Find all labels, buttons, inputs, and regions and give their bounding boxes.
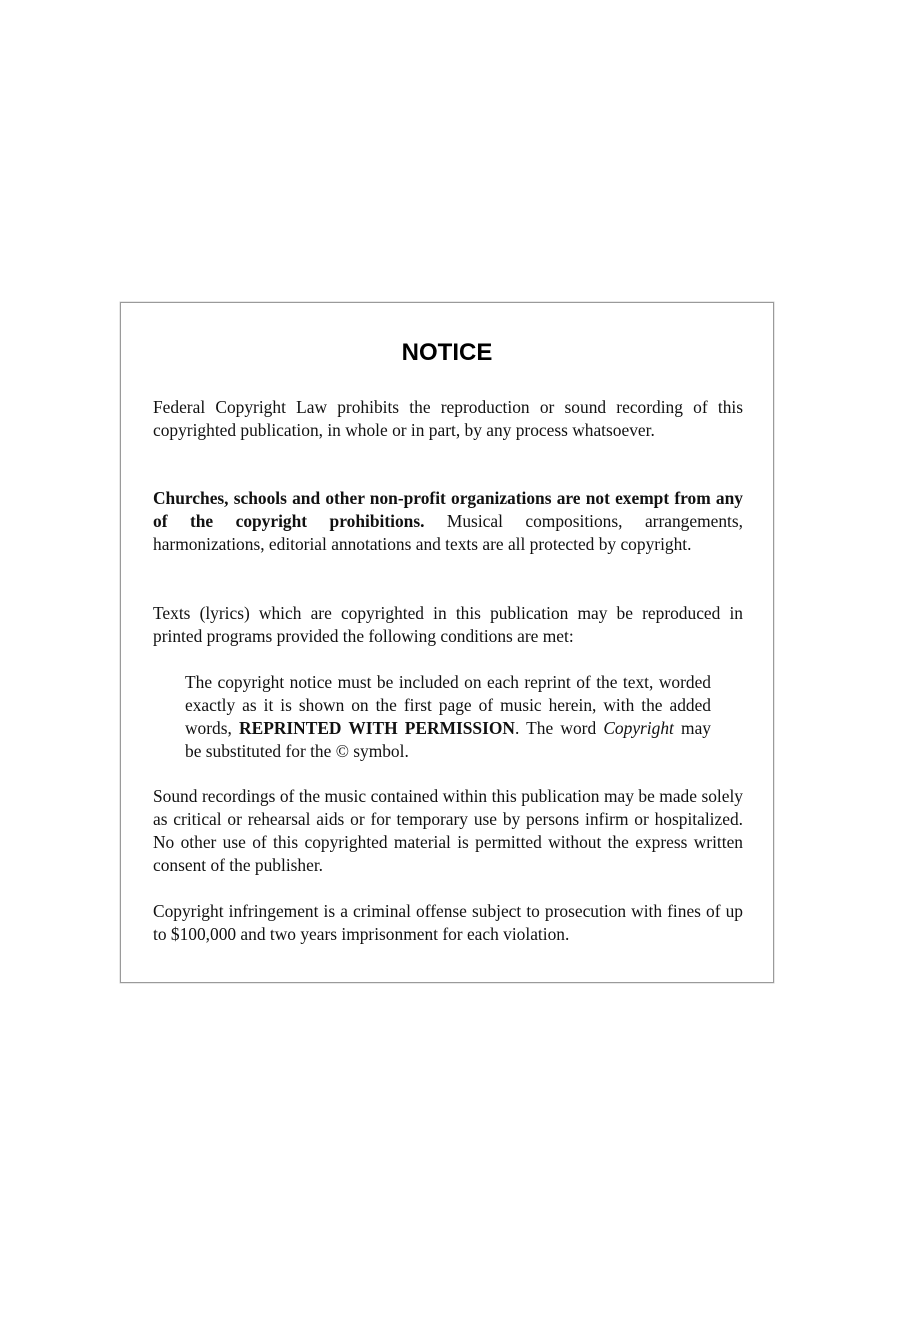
paragraph-federal-law: Federal Copyright Law prohibits the reproduction or sound recording of this copyrighted publication, in whole or in part, by any process whatsoever. (153, 397, 743, 440)
conditions-part-1: The copyright notice must be included on each reprint of the text, worded exactly as it is shown on the first page of music herein, with the added words, (185, 672, 711, 738)
notice-box (120, 302, 774, 983)
copyright-word: Copyright (603, 718, 674, 738)
not-exempt-rest: Musical compositions, arrangements, harmonizations, editorial annotations and texts are all protected by copyright. (153, 511, 743, 554)
reprinted-with-permission: REPRINTED WITH PERMISSION (239, 718, 515, 738)
notice-title: NOTICE (401, 339, 493, 366)
paragraph-sound-recordings: Sound recordings of the music contained within this publication may be made solely as critical or rehearsal aids or for temporary use by persons infirm or hospitalized. No other use of this copyrighted material is permitted without the express written consent of the publisher. (153, 786, 743, 875)
paragraph-lyrics-reproduction: Texts (lyrics) which are copyrighted in this publication may be reproduced in printed programs provided the following conditions are met: (153, 603, 743, 646)
paragraph-not-exempt (153, 487, 743, 556)
conditions-part-3: may be substituted for the © symbol. (185, 718, 711, 761)
paragraph-infringement: Copyright infringement is a criminal offense subject to prosecution with fines of up to $100,000 and two years imprisonment for each violation. (153, 901, 743, 944)
conditions-part-2: . The word (514, 718, 604, 738)
not-exempt-emphasis: Churches, schools and other non-profit organizations are not exempt from any of the copyright prohibitions. (153, 488, 743, 531)
paragraph-conditions (185, 671, 711, 763)
